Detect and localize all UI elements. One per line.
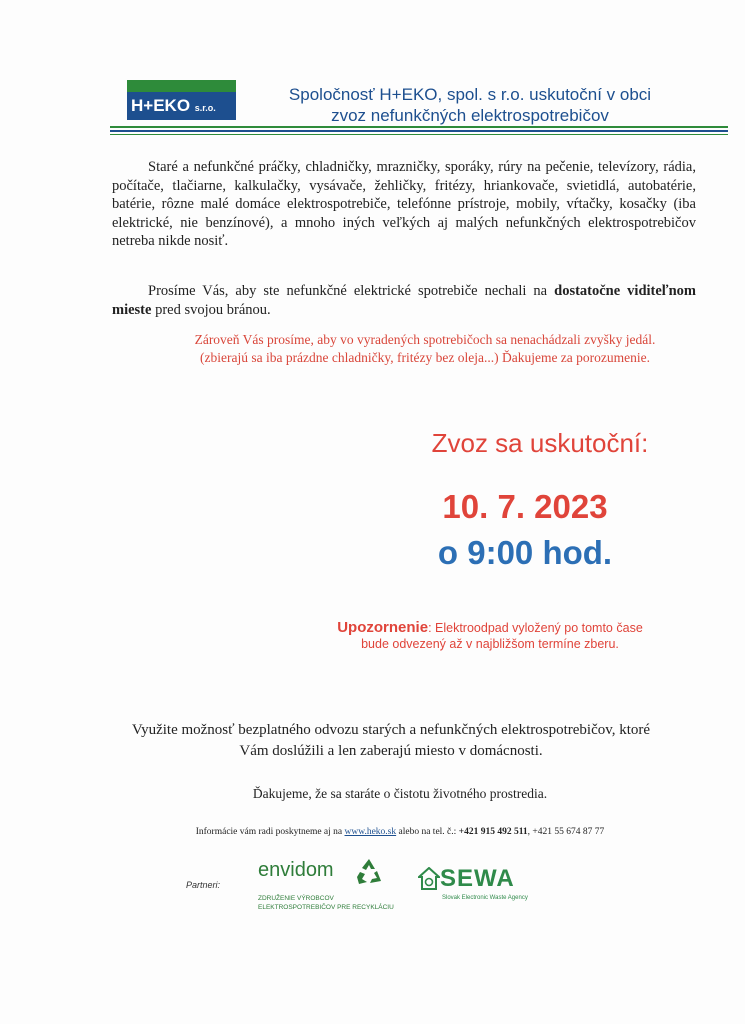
title-line-2: zvoz nefunkčných elektrospotrebičov — [331, 106, 609, 125]
page-title — [240, 84, 700, 126]
envidom-sub-2: ELEKTROSPOTREBIČOV PRE RECYKLÁCIU — [258, 904, 394, 911]
warning-text-2: bude odvezený až v najbližšom termíne zberu. — [361, 637, 619, 651]
thanks-text: Ďakujeme, že sa staráte o čistotu životného prostredia. — [252, 786, 548, 801]
food-remains-note — [110, 331, 740, 367]
website-link[interactable]: www.heko.sk — [344, 827, 397, 837]
schedule-label: Zvoz sa uskutoční: — [431, 428, 649, 458]
recycle-icon — [356, 857, 382, 887]
envidom-name: envidom — [258, 859, 334, 881]
logo-main-text: H+EKO — [131, 96, 191, 115]
partners-label: Partneri: — [186, 880, 221, 890]
placement-text-end: pred svojou bránou. — [155, 301, 271, 318]
contact-info — [110, 827, 690, 837]
warning-title: Upozornenie — [337, 619, 429, 636]
closing-line-1: Využite možnosť bezplatného odvozu starých a nefunkčných elektrospotrebičov, ktoré — [131, 722, 651, 738]
envidom-subtitle — [258, 894, 394, 912]
envidom-sub-1: ZDRUŽENIE VÝROBCOV — [258, 895, 334, 902]
phone-secondary: , +421 55 674 87 77 — [527, 827, 605, 837]
header-divider-1 — [110, 126, 728, 128]
logo-green-band — [127, 80, 236, 92]
header-divider-3 — [110, 134, 728, 135]
closing-paragraph — [96, 720, 686, 762]
collection-date: 10. 7. 2023 — [442, 488, 608, 525]
sewa-subtitle: Slovak Electronic Waste Agency — [442, 895, 528, 901]
red-note-line-1: Zároveň Vás prosíme, aby vo vyradených spotrebičoch sa nenachádzali zvyšky jedál. — [194, 332, 656, 347]
info-prefix: Informácie vám radi poskytneme aj na — [195, 827, 343, 837]
sewa-name: SEWA — [440, 865, 515, 892]
placement-paragraph — [112, 282, 696, 319]
house-icon — [418, 867, 440, 891]
info-mid: alebo na tel. č.: — [398, 827, 457, 837]
placement-text-start: Prosíme Vás, aby ste nefunkčné elektrické spotrebiče nechali na — [148, 283, 548, 299]
collection-time: o 9:00 hod. — [437, 534, 613, 571]
logo-suffix: s.r.o. — [194, 103, 216, 113]
warning-notice — [300, 620, 680, 652]
placement-text-bold: dostatočne viditeľnom mieste — [112, 283, 696, 318]
logo-blue-band — [127, 92, 236, 120]
phone-primary: +421 915 492 511 — [458, 827, 528, 837]
title-line-1: Spoločnosť H+EKO, spol. s r.o. uskutoční v obci — [288, 85, 652, 104]
closing-line-2: Vám doslúžili a len zaberajú miesto v domácnosti. — [239, 743, 543, 759]
appliances-paragraph: Staré a nefunkčné práčky, chladničky, mrazničky, sporáky, rúry na pečenie, televízory, rádia, počítače, tlačiarne, kalkulačky, vysávače, žehličky, fritézy, hriankovače, svietidlá, autobatérie, batérie, rôzne malé domáce elektrospotrebiče, telefónne prístroje, mobily, vŕtačky, kosačky (iba elektrické, nie benzínové), a mnoho iných veľkých aj malých nefunkčných elektrospotrebičov netreba nikde nosiť. — [112, 159, 696, 249]
header-divider-2 — [110, 130, 728, 132]
warning-text-1: : Elektroodpad vyložený po tomto čase — [428, 621, 643, 635]
heko-logo — [127, 80, 236, 120]
envidom-logo — [258, 857, 418, 921]
sewa-logo — [418, 867, 548, 913]
red-note-line-2: (zbierajú sa iba prázdne chladničky, fritézy bez oleja...) Ďakujeme za porozumenie. — [199, 350, 651, 365]
